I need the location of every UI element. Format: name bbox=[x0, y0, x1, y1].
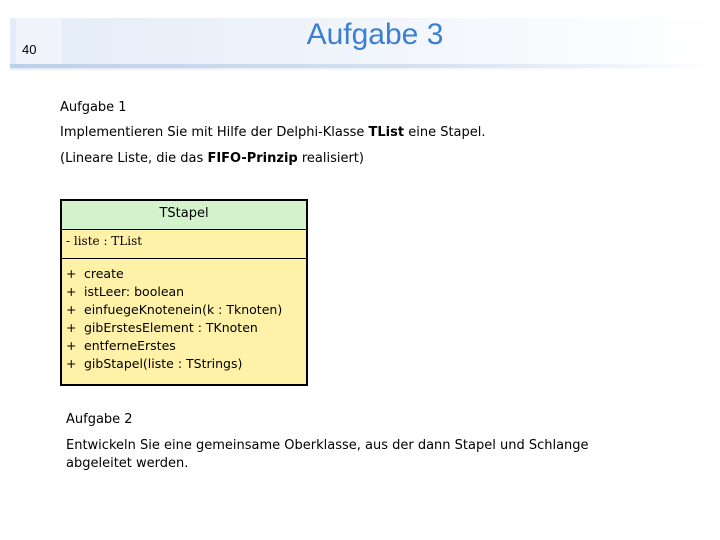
method-signature: gibErstesElement : TKnoten bbox=[84, 320, 258, 335]
visibility-marker: + bbox=[66, 338, 77, 353]
task1-note bbox=[60, 151, 364, 166]
uml-method bbox=[62, 355, 306, 373]
uml-class-name: TStapel bbox=[62, 201, 306, 230]
visibility-marker: + bbox=[66, 284, 77, 299]
fifo-term: FIFO-Prinzip bbox=[207, 151, 298, 166]
method-signature: create bbox=[84, 266, 124, 281]
header-divider bbox=[10, 64, 720, 68]
task2-heading: Aufgabe 2 bbox=[66, 412, 133, 427]
tlist-term: TList bbox=[368, 125, 405, 140]
visibility-marker: + bbox=[66, 320, 77, 335]
visibility-marker: + bbox=[66, 266, 77, 281]
uml-attribute: - liste : TList bbox=[62, 230, 306, 259]
uml-class-diagram bbox=[60, 199, 308, 386]
task1-heading: Aufgabe 1 bbox=[60, 100, 127, 115]
uml-method bbox=[62, 283, 306, 301]
task1-note-post: realisiert) bbox=[297, 151, 364, 166]
method-signature: gibStapel(liste : TStrings) bbox=[84, 356, 243, 371]
task1-note-pre: (Lineare Liste, die das bbox=[60, 151, 208, 166]
slide-title: Aufgabe 3 bbox=[306, 18, 444, 51]
visibility-marker: + bbox=[66, 302, 77, 317]
visibility-marker: + bbox=[66, 356, 77, 371]
uml-method bbox=[62, 319, 306, 337]
method-signature: entferneErstes bbox=[84, 338, 176, 353]
method-signature: istLeer: boolean bbox=[84, 284, 185, 299]
method-signature: einfuegeKnotenein(k : Tknoten) bbox=[84, 302, 283, 317]
uml-method bbox=[62, 265, 306, 283]
task1-text-pre: Implementieren Sie mit Hilfe der Delphi-Klasse bbox=[60, 125, 369, 140]
task2-text-line2: abgeleitet werden. bbox=[66, 456, 189, 471]
page-number-box bbox=[16, 18, 62, 64]
task2-text-line1: Entwickeln Sie eine gemeinsame Oberklasse, aus der dann Stapel und Schlange bbox=[66, 438, 589, 453]
task1-instruction bbox=[60, 125, 486, 140]
uml-method bbox=[62, 301, 306, 319]
task1-text-post: eine Stapel. bbox=[404, 125, 486, 140]
uml-method bbox=[62, 337, 306, 355]
uml-method-list bbox=[62, 259, 306, 373]
page-number: 40 bbox=[22, 42, 37, 57]
